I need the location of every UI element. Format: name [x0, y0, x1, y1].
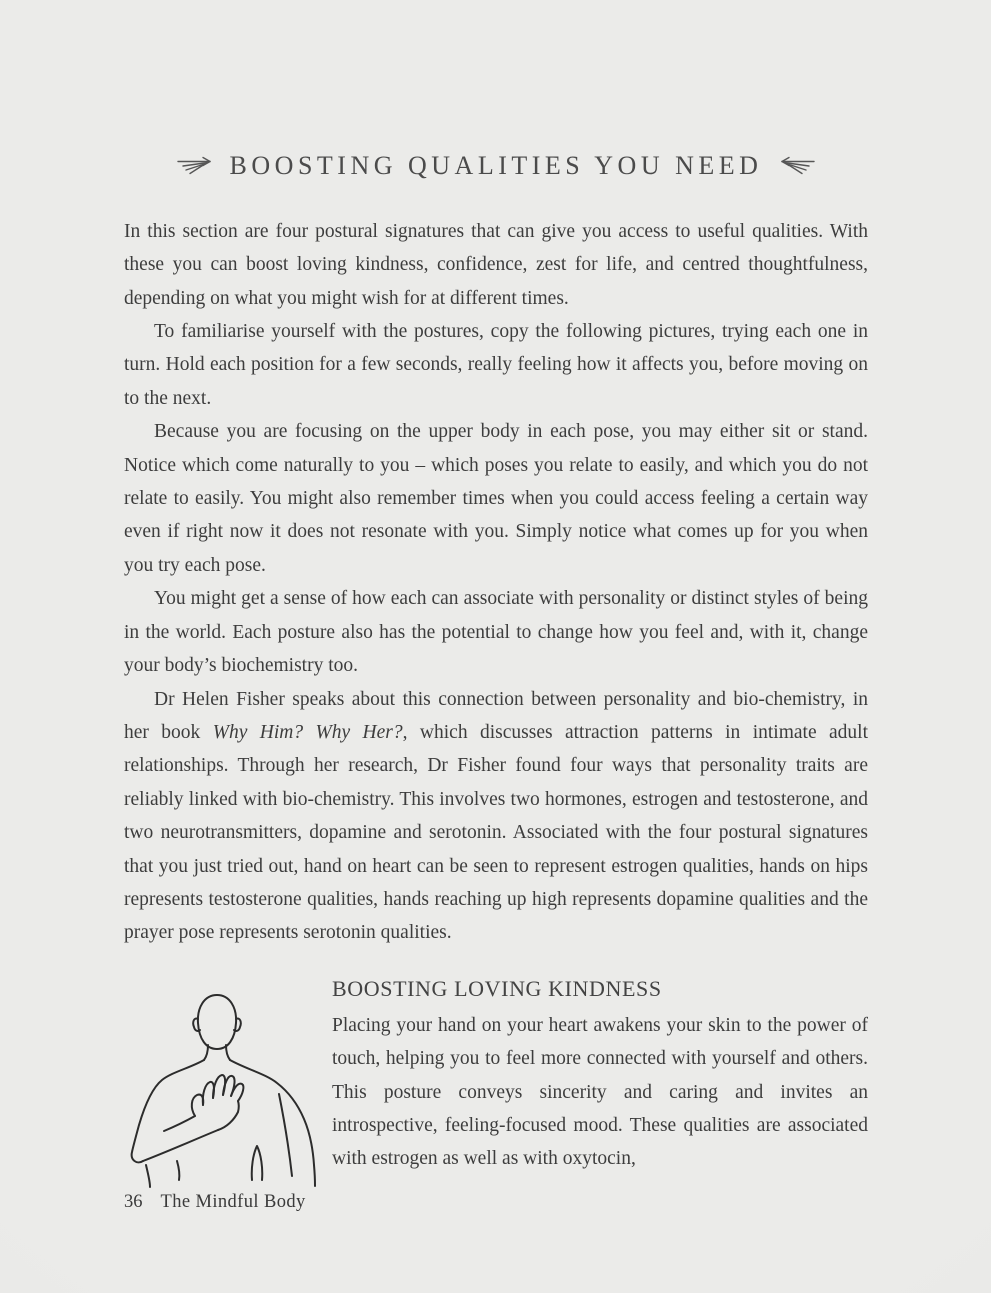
fletched-arrow-right-icon: [176, 156, 214, 176]
book-title-italic: Why Him? Why Her?: [212, 721, 403, 743]
section-heading: BOOSTING LOVING KINDNESS: [332, 975, 662, 1001]
fletched-arrow-left-icon: [778, 156, 816, 176]
figure-container: [124, 976, 330, 1189]
body-text: [124, 215, 868, 950]
paragraph-upper-body: Because you are focusing on the upper body in each pose, you may either sit or stand. Notice which come naturally to you – which poses you relate to easily, and which you do not relate to easily. You might also remember times when you could access feeling a certain way even if right now it does not resonate with you. Simply notice what comes up for you when you try each pose.: [124, 421, 868, 576]
loving-kindness-section: [124, 976, 868, 1189]
section-text-column: [332, 976, 868, 1176]
page-content: [124, 0, 868, 1189]
paragraph-familiarise: To familiarise yourself with the postures, copy the following pictures, trying each one in turn. Hold each position for a few seconds, really feeling how it affects you, before moving on to the next.: [124, 321, 868, 409]
hand-on-heart-figure: [124, 984, 324, 1189]
page-footer: [124, 1192, 306, 1213]
chapter-title-row: [124, 134, 868, 199]
paragraph-personality: You might get a sense of how each can associate with personality or distinct styles of being in the world. Each posture also has the potential to change how you feel and, with it, change your body’s biochemistry too.: [124, 588, 868, 677]
paragraph-fisher: [124, 683, 868, 950]
fisher-part1: Dr Helen Fisher speaks about this connection between personality and bio-chemistry, in her book: [124, 688, 868, 743]
running-book-title: The Mindful Body: [160, 1192, 306, 1212]
section-paragraph: Placing your hand on your heart awakens your skin to the power of touch, helping you to feel more connected with yourself and others. This posture conveys sincerity and caring and invites an introspective, feeling-focused mood. These qualities are associated with estrogen as well as with oxytocin,: [332, 1014, 868, 1170]
fisher-part2: , which discusses attraction patterns in intimate adult relationships. Through her research, Dr Fisher found four ways that personality traits are reliably linked with bio-chemistry. This involves two hormones, estrogen and testosterone, and two neurotransmitters, dopamine and serotonin. Associated with the four postural signatures that you just tried out, hand on heart can be seen to represent estrogen qualities, hands on hips represents testosterone qualities, hands reaching up high represents dopamine qualities and the prayer pose represents serotonin qualities.: [124, 721, 868, 944]
page-title: BOOSTING QUALITIES YOU NEED: [229, 151, 763, 181]
paragraph-intro: In this section are four postural signatures that can give you access to useful qualities. With these you can boost loving kindness, confidence, zest for life, and centred thoughtfulness, depending on what you might wish for at different times.: [124, 220, 868, 309]
page-number: 36: [124, 1192, 143, 1212]
